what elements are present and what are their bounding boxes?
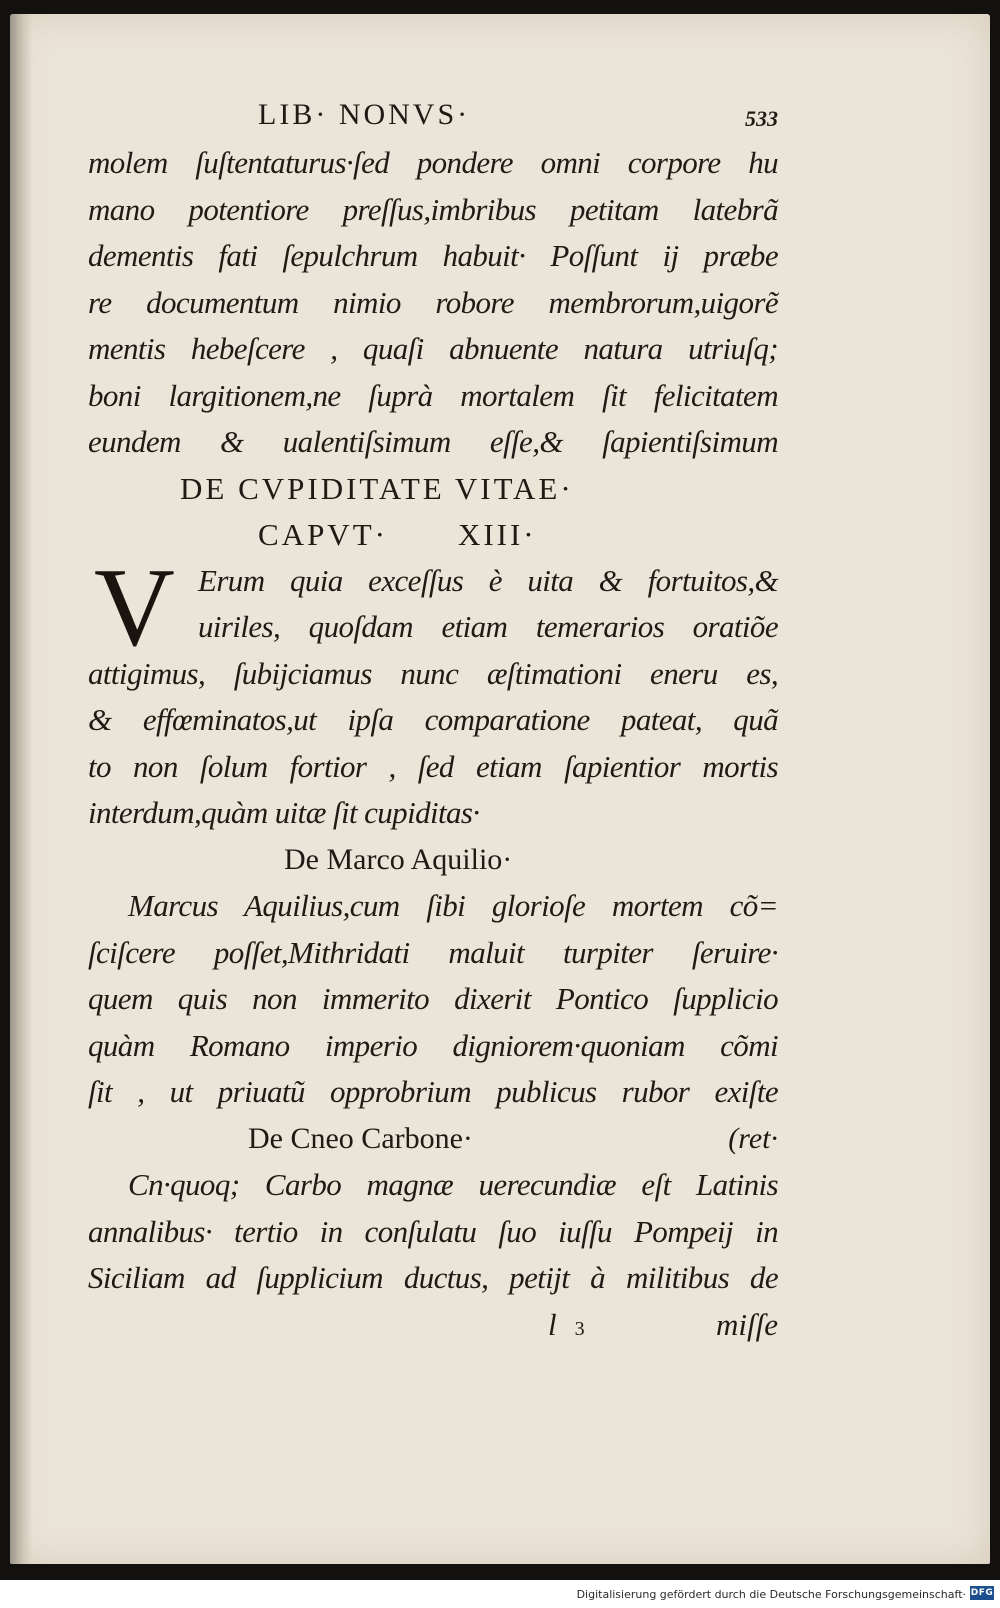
text-line: ſit , ut priuatũ opprobrium publicus rubor exiſte [88, 1074, 778, 1109]
drop-cap: V [94, 545, 175, 670]
catchword: miſſe [716, 1306, 778, 1342]
running-head-title: LIB· NONVS· [258, 98, 471, 131]
section-heading [88, 1116, 778, 1163]
text-line: Cn·quoq; Carbo magnæ uerecundiæ eſt Latinis [128, 1167, 778, 1202]
text-line: interdum,quàm uitæ ſit cupiditas· [88, 795, 480, 830]
line-turnover: (ret· [728, 1121, 778, 1155]
text-line: attigimus, ſubijciamus nunc æſtimationi eneru es, [88, 655, 778, 691]
text-line: re documentum nimio robore membrorum,uigorẽ [88, 284, 778, 320]
initial-paragraph [88, 545, 778, 837]
dfg-logo: DFG [970, 1588, 994, 1598]
text-line: dementis fati ſepulchrum habuit· Poſſunt ij præbe [88, 238, 778, 273]
text-line: & effœminatos,ut ipſa comparatione pateat, quã [88, 702, 778, 737]
chapter-numeral: XIII· [457, 516, 537, 552]
text-line: molem ſuſtentaturus·ſed pondere omni corpore hu [88, 145, 778, 180]
section-heading: De Marco Aquilio· [284, 842, 513, 876]
text-line: Marcus Aquilius,cum ſibi glorioſe mortem cõ= [128, 888, 778, 923]
running-head [88, 92, 778, 140]
chapter-title: DE CVPIDITATE VITAE· [180, 470, 574, 506]
chapter-number [88, 512, 778, 558]
text-line: Erum quia exceſſus è uita & fortuitos,& [198, 562, 778, 598]
text-line: boni largitionem,ne ſuprà mortalem ſit felicitatem [88, 377, 778, 413]
book-page [10, 14, 990, 1564]
section-2-body [88, 1162, 778, 1302]
footer-bar [0, 1580, 1000, 1608]
text-block [88, 92, 778, 1348]
signature-letter: l [548, 1306, 557, 1342]
signature-number: 3 [574, 1317, 585, 1340]
text-line: uiriles, quoſdam etiam temerarios oratiõe [198, 609, 778, 644]
text-line: mano potentiore preſſus,imbribus petitam latebrã [88, 191, 778, 227]
text-line: Siciliam ad ſupplicium ductus, petijt à militibus de [88, 1260, 778, 1295]
footer-credit: Digitalisierung gefördert durch die Deutsche Forschungsgemeinschaft· [576, 1588, 966, 1601]
text-line: eundem & ualentiſsimum eſſe,& ſapientiſsimum [88, 424, 778, 459]
signature-mark [548, 1302, 585, 1353]
text-line: quàm Romano imperio digniorem·quoniam cõmi [88, 1027, 778, 1063]
folio-number: 533 [745, 106, 778, 131]
text-line: quem quis non immerito dixerit Pontico ſupplicio [88, 981, 778, 1016]
text-line: mentis hebeſcere , quaſi abnuente natura utriuſq; [88, 331, 778, 366]
text-line: annalibus· tertio in conſulatu ſuo iuſſu Pompeij in [88, 1213, 778, 1249]
section-1-body [88, 883, 778, 1116]
chapter-label: CAPVT· [258, 516, 388, 552]
page-gutter-shadow [10, 14, 32, 1564]
text-line: ſciſcere poſſet,Mithridati maluit turpiter ſeruire· [88, 934, 778, 970]
paragraph-1 [88, 140, 778, 466]
text-line: to non ſolum fortior , ſed etiam ſapientior mortis [88, 748, 778, 784]
section-heading-text: De Cneo Carbone· [248, 1121, 473, 1155]
signature-line [88, 1302, 778, 1349]
